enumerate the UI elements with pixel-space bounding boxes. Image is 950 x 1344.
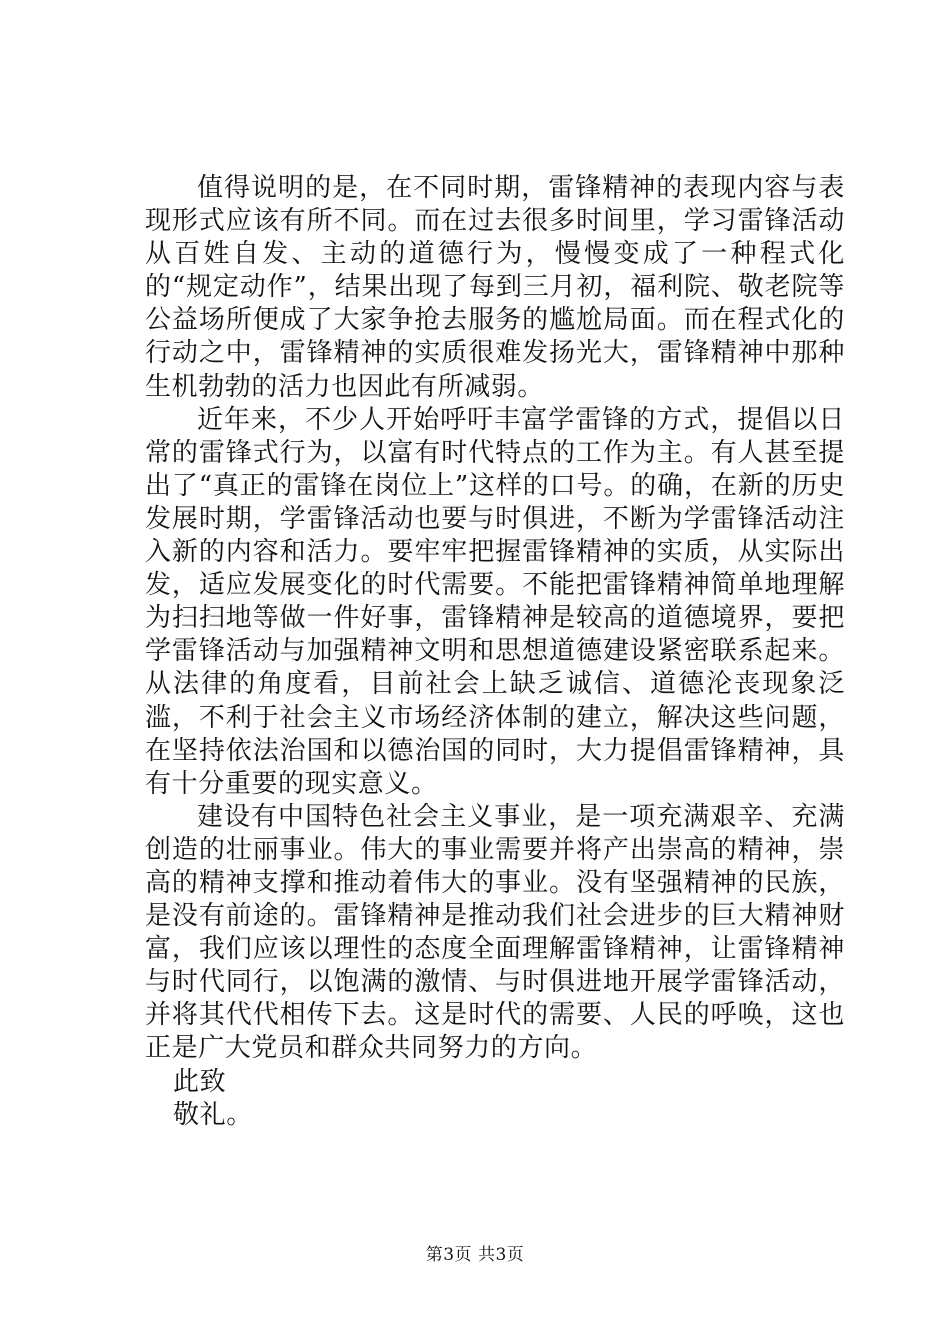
page-number-footer: 第3页 共3页 [425,1245,525,1265]
document-body [145,172,845,1132]
closing-salutation: 此致 [173,1066,227,1097]
closing-regards: 敬礼。 [173,1099,253,1130]
paragraph-2: 近年来，不少人开始呼吁丰富学雷锋的方式，提倡以日常的雷锋式行为，以富有时代特点的工作为主。有人甚至提出了“真正的雷锋在岗位上”这样的口号。的确，在新的历史发展时期，学雷锋活动也要与时俱进，不断为学雷锋活动注入新的内容和活力。要牢牢把握雷锋精神的实质，从实际出发，适应发展变化的时代需要。不能把雷锋精神简单地理解为扫扫地等做一件好事，雷锋精神是较高的道德境界，要把学雷锋活动与加强精神文明和思想道德建设紧密联系起来。从法律的角度看，目前社会上缺乏诚信、道德沦丧现象泛滥，不利于社会主义市场经济体制的建立，解决这些问题，在坚持依法治国和以德治国的同时，大力提倡雷锋精神，具有十分重要的现实意义。 [145,404,845,799]
paragraph-1: 值得说明的是，在不同时期，雷锋精神的表现内容与表现形式应该有所不同。而在过去很多时间里，学习雷锋活动从百姓自发、主动的道德行为，慢慢变成了一种程式化的“规定动作”，结果出现了每到三月初，福利院、敬老院等公益场所便成了大家争抢去服务的尴尬局面。而在程式化的行动之中，雷锋精神的实质很难发扬光大，雷锋精神中那种生机勃勃的活力也因此有所减弱。 [145,173,845,402]
paragraph-3: 建设有中国特色社会主义事业，是一项充满艰辛、充满创造的壮丽事业。伟大的事业需要并将产出崇高的精神，崇高的精神支撑和推动着伟大的事业。没有坚强精神的民族，是没有前途的。雷锋精神是推动我们社会进步的巨大精神财富，我们应该以理性的态度全面理解雷锋精神，让雷锋精神与时代同行，以饱满的激情、与时俱进地开展学雷锋活动，并将其代代相传下去。这是时代的需要、人民的呼唤，这也正是广大党员和群众共同努力的方向。 [145,801,845,1064]
